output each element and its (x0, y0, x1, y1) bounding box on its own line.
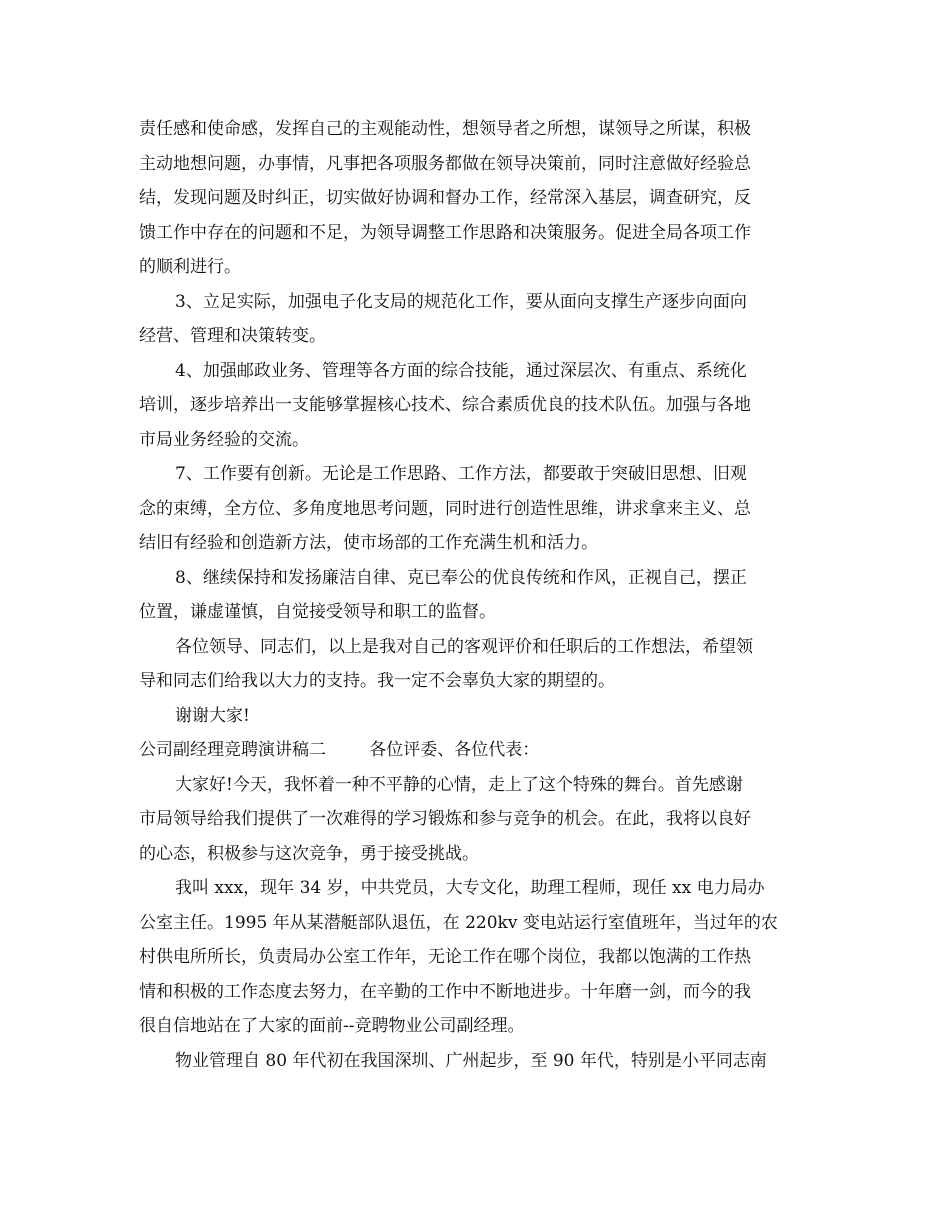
text-line: 的心态，积极参与这次竞争，勇于接受挑战。 (139, 843, 479, 864)
document-body (139, 112, 813, 1078)
text-line: 公司副经理竞聘演讲稿二 各位评委、各位代表： (139, 740, 540, 760)
paragraph-speech-two-heading (139, 733, 813, 768)
text-line: 大家好!今天，我怀着一种不平静的心情，走上了这个特殊的舞台。首先感谢 (175, 774, 743, 795)
paragraph-self-introduction (139, 871, 813, 1044)
text-line: 导和同志们给我以大力的支持。我一定不会辜负大家的期望的。 (139, 671, 615, 691)
text-line: 念的束缚，全方位、多角度地思考问题，同时进行创造性思维，讲求拿来主义、总 (139, 498, 751, 519)
text-line: 7、工作要有创新。无论是工作思路、工作方法，都要敢于突破旧思想、旧观 (175, 464, 747, 484)
text-line: 市局业务经验的交流。 (139, 429, 309, 450)
paragraph-thanks (139, 699, 813, 734)
text-line: 位置，谦虚谨慎，自觉接受领导和职工的监督。 (139, 602, 496, 622)
text-line: 8、继续保持和发扬廉洁自律、克已奉公的优良传统和作风，正视自己，摆正 (175, 567, 747, 588)
paragraph-greeting (139, 768, 813, 872)
text-line: 很自信地站在了大家的面前--竞聘物业公司副经理。 (139, 1016, 525, 1036)
text-line: 物业管理自 80 年代初在我国深圳、广州起步，至 90 年代，特别是小平同志南 (175, 1050, 767, 1071)
text-line: 的顺利进行。 (139, 257, 241, 277)
text-line: 各位领导、同志们，以上是我对自己的客观评价和任职后的工作想法，希望领 (175, 636, 753, 657)
text-line: 情和积极的工作态度去努力，在辛勤的工作中不断地进步。十年磨一剑，而今的我 (139, 981, 751, 1002)
text-line: 市局领导给我们提供了一次难得的学习锻炼和参与竞争的机会。在此，我将以良好 (139, 809, 751, 829)
text-line: 我叫 xxx，现年 34 岁，中共党员，大专文化，助理工程师，现任 xx 电力局办 (175, 878, 765, 898)
text-line: 村供电所所长，负责局办公室工作年，无论工作在哪个岗位，我都以饱满的工作热 (139, 947, 751, 967)
paragraph-duty (139, 112, 813, 285)
text-line: 结，发现问题及时纠正，切实做好协调和督办工作，经常深入基层，调查研究，反 (139, 188, 751, 208)
text-line: 4、加强邮政业务、管理等各方面的综合技能，通过深层次、有重点、系统化 (175, 360, 747, 381)
text-line: 馈工作中存在的问题和不足，为领导调整工作思路和决策服务。促进全局各项工作 (139, 222, 751, 243)
paragraph-item-4 (139, 354, 813, 458)
paragraph-item-8 (139, 561, 813, 630)
paragraph-property-management (139, 1044, 813, 1079)
text-line: 公室主任。1995 年从某潜艇部队退伍，在 220kv 变电站运行室值班年，当过年的农 (139, 912, 778, 933)
text-line: 培训，逐步培养出一支能够掌握核心技术、综合素质优良的技术队伍。加强与各地 (139, 395, 751, 415)
text-line: 责任感和使命感，发挥自己的主观能动性，想领导者之所想，谋领导之所谋，积极 (139, 119, 751, 139)
paragraph-item-3 (139, 285, 813, 354)
text-line: 经营、管理和决策转变。 (139, 326, 326, 346)
text-line: 3、立足实际，加强电子化支局的规范化工作，要从面向支撑生产逐步向面向 (175, 291, 747, 312)
text-line: 主动地想问题，办事情，凡事把各项服务都做在领导决策前，同时注意做好经验总 (139, 153, 751, 174)
paragraph-closing-request (139, 630, 813, 699)
text-line: 谢谢大家! (175, 705, 250, 726)
text-line: 结旧有经验和创造新方法，使市场部的工作充满生机和活力。 (139, 533, 598, 553)
paragraph-item-7 (139, 457, 813, 561)
